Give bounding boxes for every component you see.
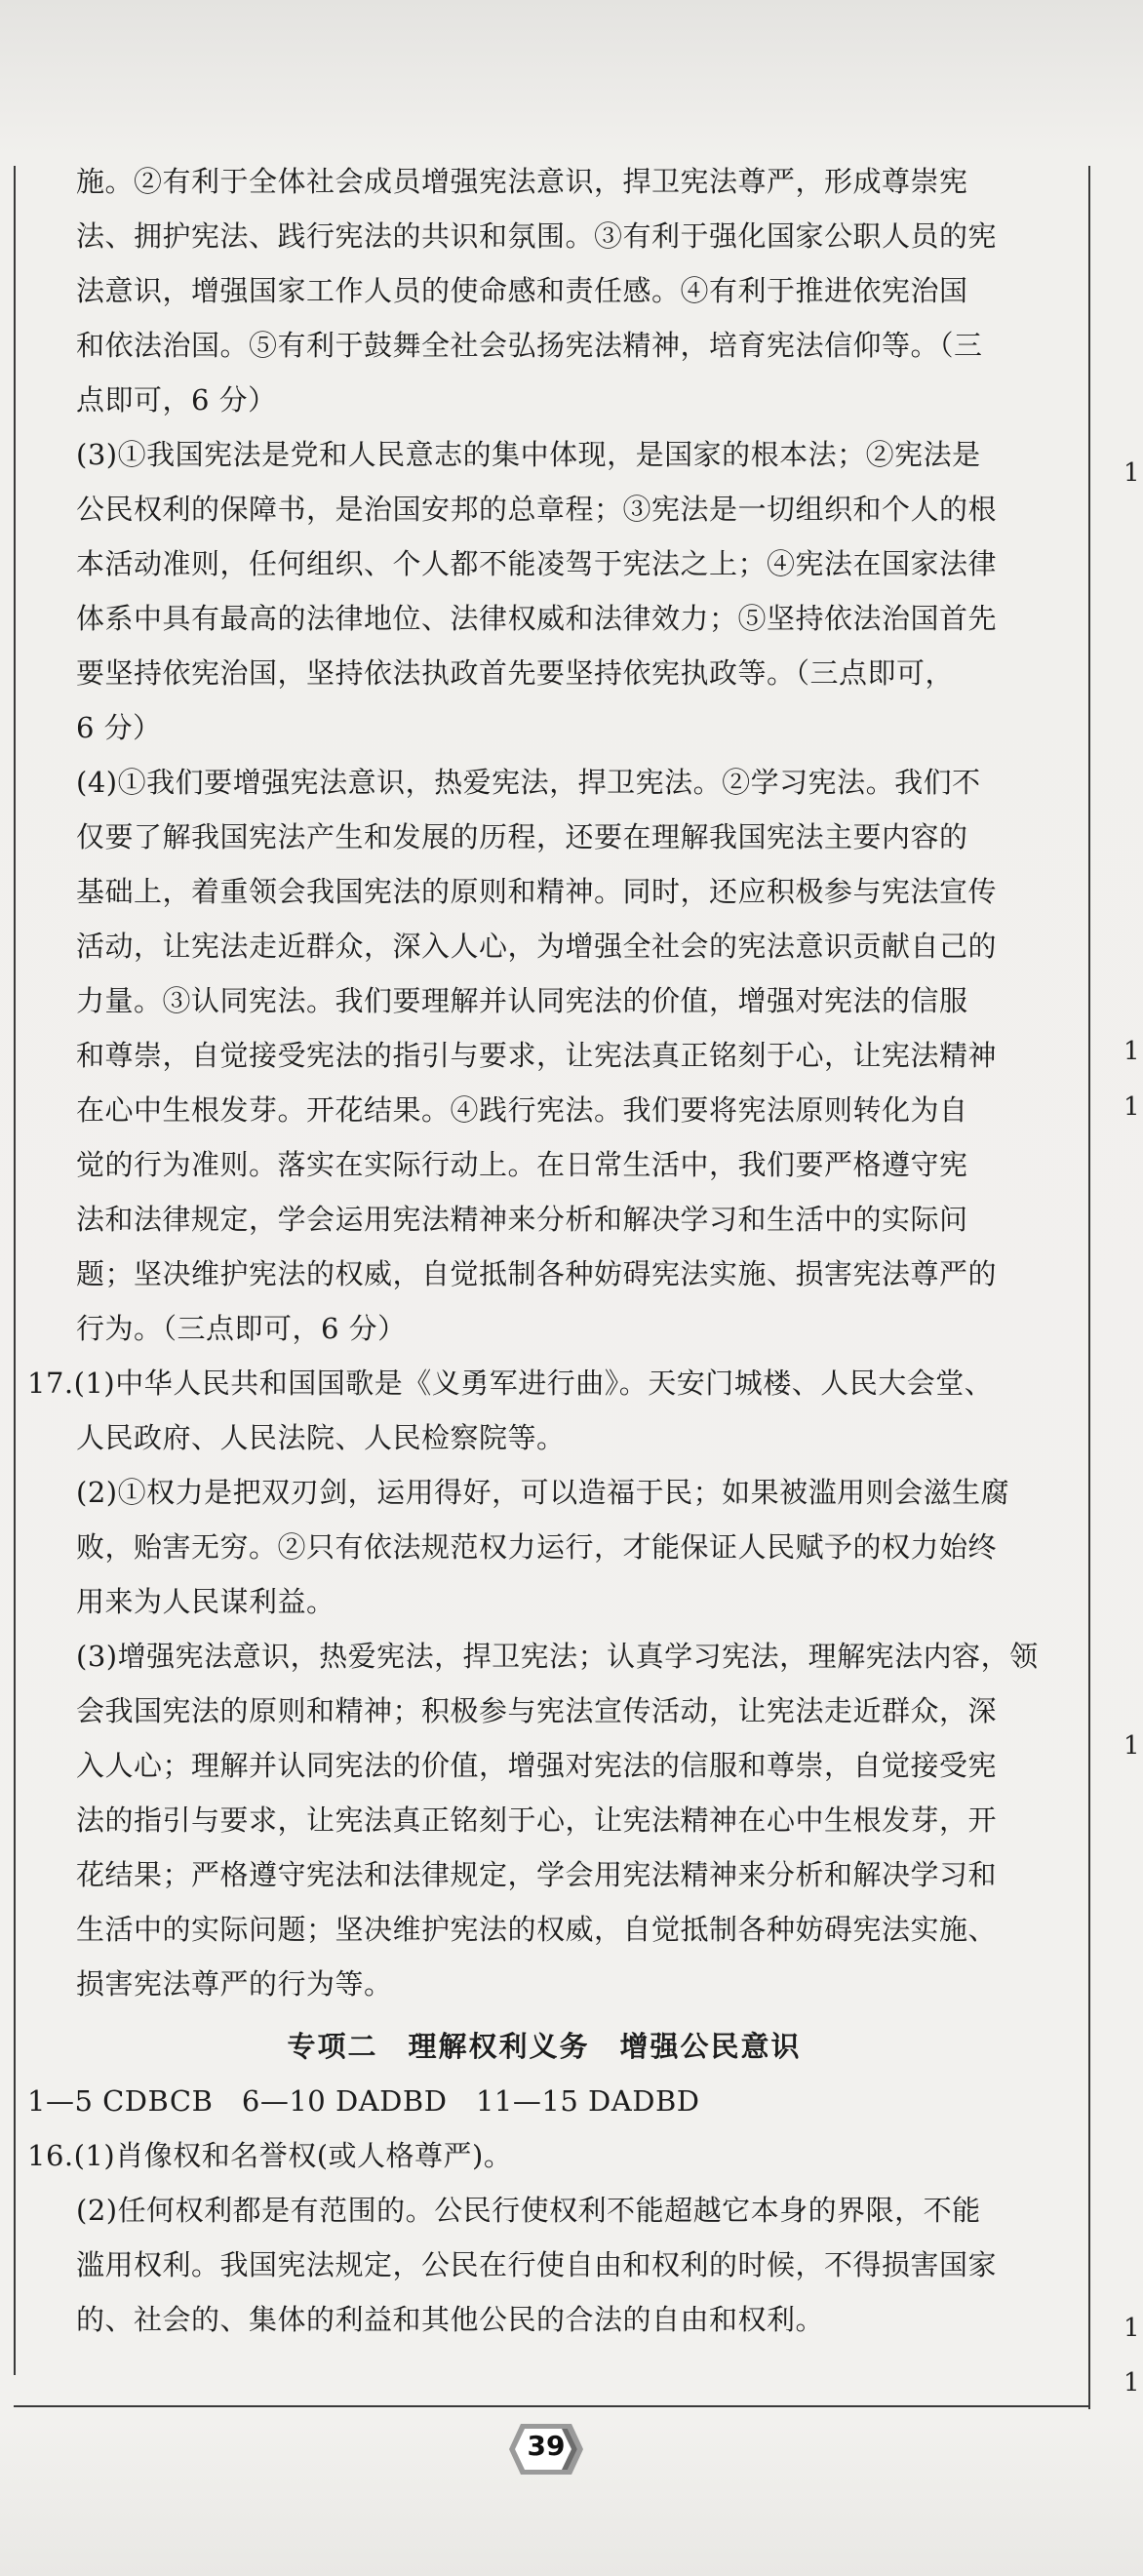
- text-line: 滥用权利。我国宪法规定，公民在行使自由和权利的时候，不得损害国家: [76, 2248, 998, 2281]
- text-line: 和尊崇，自觉接受宪法的指引与要求，让宪法真正铭刻于心，让宪法精神: [76, 1039, 998, 1072]
- text-line: 仅要了解我国宪法产生和发展的历程，还要在理解我国宪法主要内容的: [76, 820, 968, 853]
- column-divider: [1088, 166, 1090, 2409]
- question-17-line: 17.(1)中华人民共和国国歌是《义勇军进行曲》。天安门城楼、人民大会堂、: [27, 1367, 994, 1400]
- text-line: 施。②有利于全体社会成员增强宪法意识，捍卫宪法尊严，形成尊崇宪: [76, 165, 968, 198]
- section-heading: 专项二 理解权利义务 增强公民意识: [287, 2030, 802, 2063]
- text-line: 在心中生根发芽。开花结果。④践行宪法。我们要将宪法原则转化为自: [76, 1093, 968, 1127]
- text-line: (3)①我国宪法是党和人民意志的集中体现，是国家的根本法；②宪法是: [76, 438, 981, 471]
- adjacent-column-fragment: 1: [1123, 2368, 1140, 2398]
- text-line: 6 分）: [76, 711, 162, 744]
- page-number: 39: [527, 2430, 566, 2462]
- text-line: 败，贻害无穷。②只有依法规范权力运行，才能保证人民赋予的权力始终: [76, 1530, 998, 1564]
- question-16-line: 16.(1)肖像权和名誉权(或人格尊严)。: [27, 2139, 513, 2172]
- text-line: (4)①我们要增强宪法意识，热爱宪法，捍卫宪法。②学习宪法。我们不: [76, 766, 981, 799]
- text-line: 力量。③认同宪法。我们要理解并认同宪法的价值，增强对宪法的信服: [76, 984, 968, 1017]
- text-line: 要坚持依宪治国，坚持依法执政首先要坚持依宪执政等。（三点即可，: [76, 656, 955, 690]
- text-line: 法意识，增强国家工作人员的使命感和责任感。④有利于推进依宪治国: [76, 274, 968, 307]
- text-line: 人民政府、人民法院、人民检察院等。: [76, 1421, 566, 1454]
- text-line: 体系中具有最高的法律地位、法律权威和法律效力；⑤坚持依法治国首先: [76, 602, 998, 635]
- text-line: (2)①权力是把双刃剑，运用得好，可以造福于民；如果被滥用则会滋生腐: [76, 1476, 1010, 1509]
- text-line: 觉的行为准则。落实在实际行动上。在日常生活中，我们要严格遵守宪: [76, 1148, 968, 1181]
- adjacent-column-fragment: 1: [1123, 1731, 1140, 1761]
- text-line: 基础上，着重领会我国宪法的原则和精神。同时，还应积极参与宪法宣传: [76, 875, 998, 908]
- bottom-rule: [14, 2405, 1090, 2407]
- page-number-badge: [507, 2420, 585, 2478]
- text-line: 损害宪法尊严的行为等。: [76, 1967, 393, 2001]
- adjacent-column-fragment: 1: [1123, 1092, 1140, 1122]
- text-line: 公民权利的保障书，是治国安邦的总章程；③宪法是一切组织和个人的根: [76, 493, 998, 526]
- adjacent-column-fragment: 1: [1123, 2314, 1140, 2343]
- text-line: (2)任何权利都是有范围的。公民行使权利不能超越它本身的界限，不能: [76, 2194, 981, 2227]
- text-line: 题；坚决维护宪法的权威，自觉抵制各种妨碍宪法实施、损害宪法尊严的: [76, 1257, 998, 1290]
- text-line: 法和法律规定，学会运用宪法精神来分析和解决学习和生活中的实际问: [76, 1203, 968, 1236]
- text-line: 法、拥护宪法、践行宪法的共识和氛围。③有利于强化国家公职人员的宪: [76, 219, 998, 253]
- text-line: (3)增强宪法意识，热爱宪法，捍卫宪法；认真学习宪法，理解宪法内容，领: [76, 1640, 1039, 1673]
- text-line: 本活动准则，任何组织、个人都不能凌驾于宪法之上；④宪法在国家法律: [76, 547, 998, 580]
- adjacent-column-fragment: 1: [1123, 458, 1140, 488]
- multiple-choice-answers: 1—5 CDBCB 6—10 DADBD 11—15 DADBD: [27, 2084, 700, 2118]
- text-line: 的、社会的、集体的利益和其他公民的合法的自由和权利。: [76, 2303, 825, 2336]
- adjacent-column-fragment: 1: [1123, 1037, 1140, 1066]
- text-line: 生活中的实际问题；坚决维护宪法的权威，自觉抵制各种妨碍宪法实施、: [76, 1913, 998, 1946]
- text-line: 点即可，6 分）: [76, 383, 277, 416]
- text-line: 活动，让宪法走近群众，深入人心，为增强全社会的宪法意识贡献自己的: [76, 930, 998, 963]
- text-line: 和依法治国。⑤有利于鼓舞全社会弘扬宪法精神，培育宪法信仰等。（三: [76, 329, 983, 362]
- text-line: 会我国宪法的原则和精神；积极参与宪法宣传活动，让宪法走近群众，深: [76, 1694, 998, 1727]
- text-line: 行为。（三点即可，6 分）: [76, 1312, 407, 1345]
- text-line: 用来为人民谋利益。: [76, 1585, 335, 1618]
- text-line: 花结果；严格遵守宪法和法律规定，学会用宪法精神来分析和解决学习和: [76, 1858, 998, 1891]
- text-line: 法的指引与要求，让宪法真正铭刻于心，让宪法精神在心中生根发芽，开: [76, 1803, 998, 1837]
- text-line: 入人心；理解并认同宪法的价值，增强对宪法的信服和尊崇，自觉接受宪: [76, 1749, 998, 1782]
